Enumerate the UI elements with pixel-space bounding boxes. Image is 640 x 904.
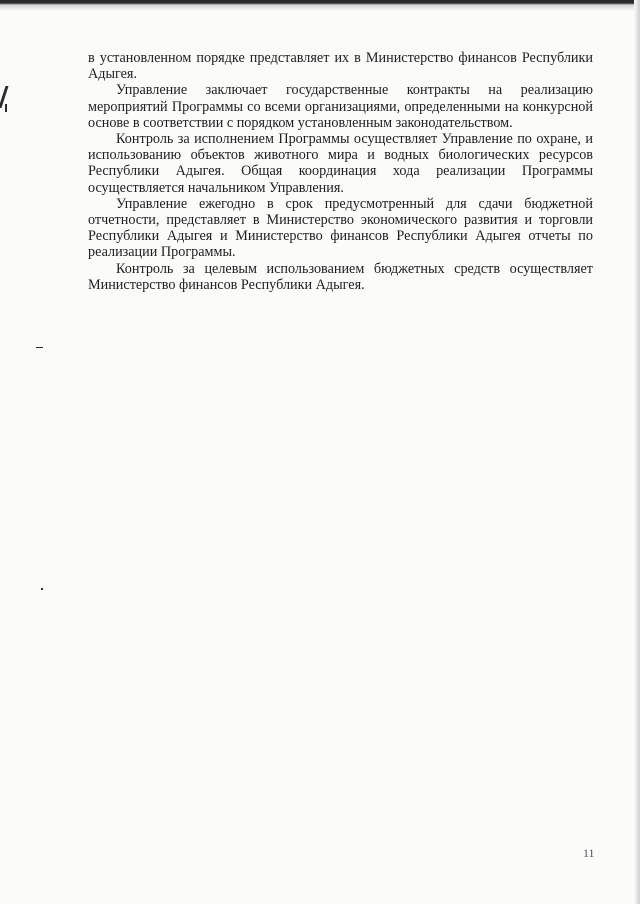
scan-right-edge bbox=[634, 0, 640, 904]
margin-speck bbox=[41, 588, 43, 590]
page-number: 11 bbox=[583, 846, 595, 860]
paragraph-5: Контроль за целевым использованием бюджетных средств осуществляет Министерство финансов Республики Адыгея. bbox=[88, 260, 593, 293]
paragraph-3: Контроль за исполнением Программы осуществляет Управление по охране, и использованию объектов животного мира и водных биологических ресурсов Республики Адыгея. Общая координация хода реализации Программы осуществляется начальником Управления. bbox=[88, 131, 593, 196]
paragraph-1: в установленном порядке представляет их в Министерство финансов Республики Адыгея. bbox=[88, 50, 593, 83]
scan-top-edge bbox=[0, 0, 640, 12]
paragraph-4: Управление ежегодно в срок предусмотренный для сдачи бюджетной отчетности, представляет в Министерство экономического развития и торговли Республики Адыгея и Министерство финансов Республики Адыгея отчеты по реализации Программы. bbox=[88, 195, 593, 261]
margin-mark bbox=[5, 104, 7, 112]
document-body bbox=[88, 50, 593, 293]
paragraph-2: Управление заключает государственные контракты на реализацию мероприятий Программы со всеми организациями, определенными на конкурсной основе в соответствии с порядком установленным законодательством. bbox=[88, 82, 593, 131]
margin-speck bbox=[36, 347, 43, 348]
